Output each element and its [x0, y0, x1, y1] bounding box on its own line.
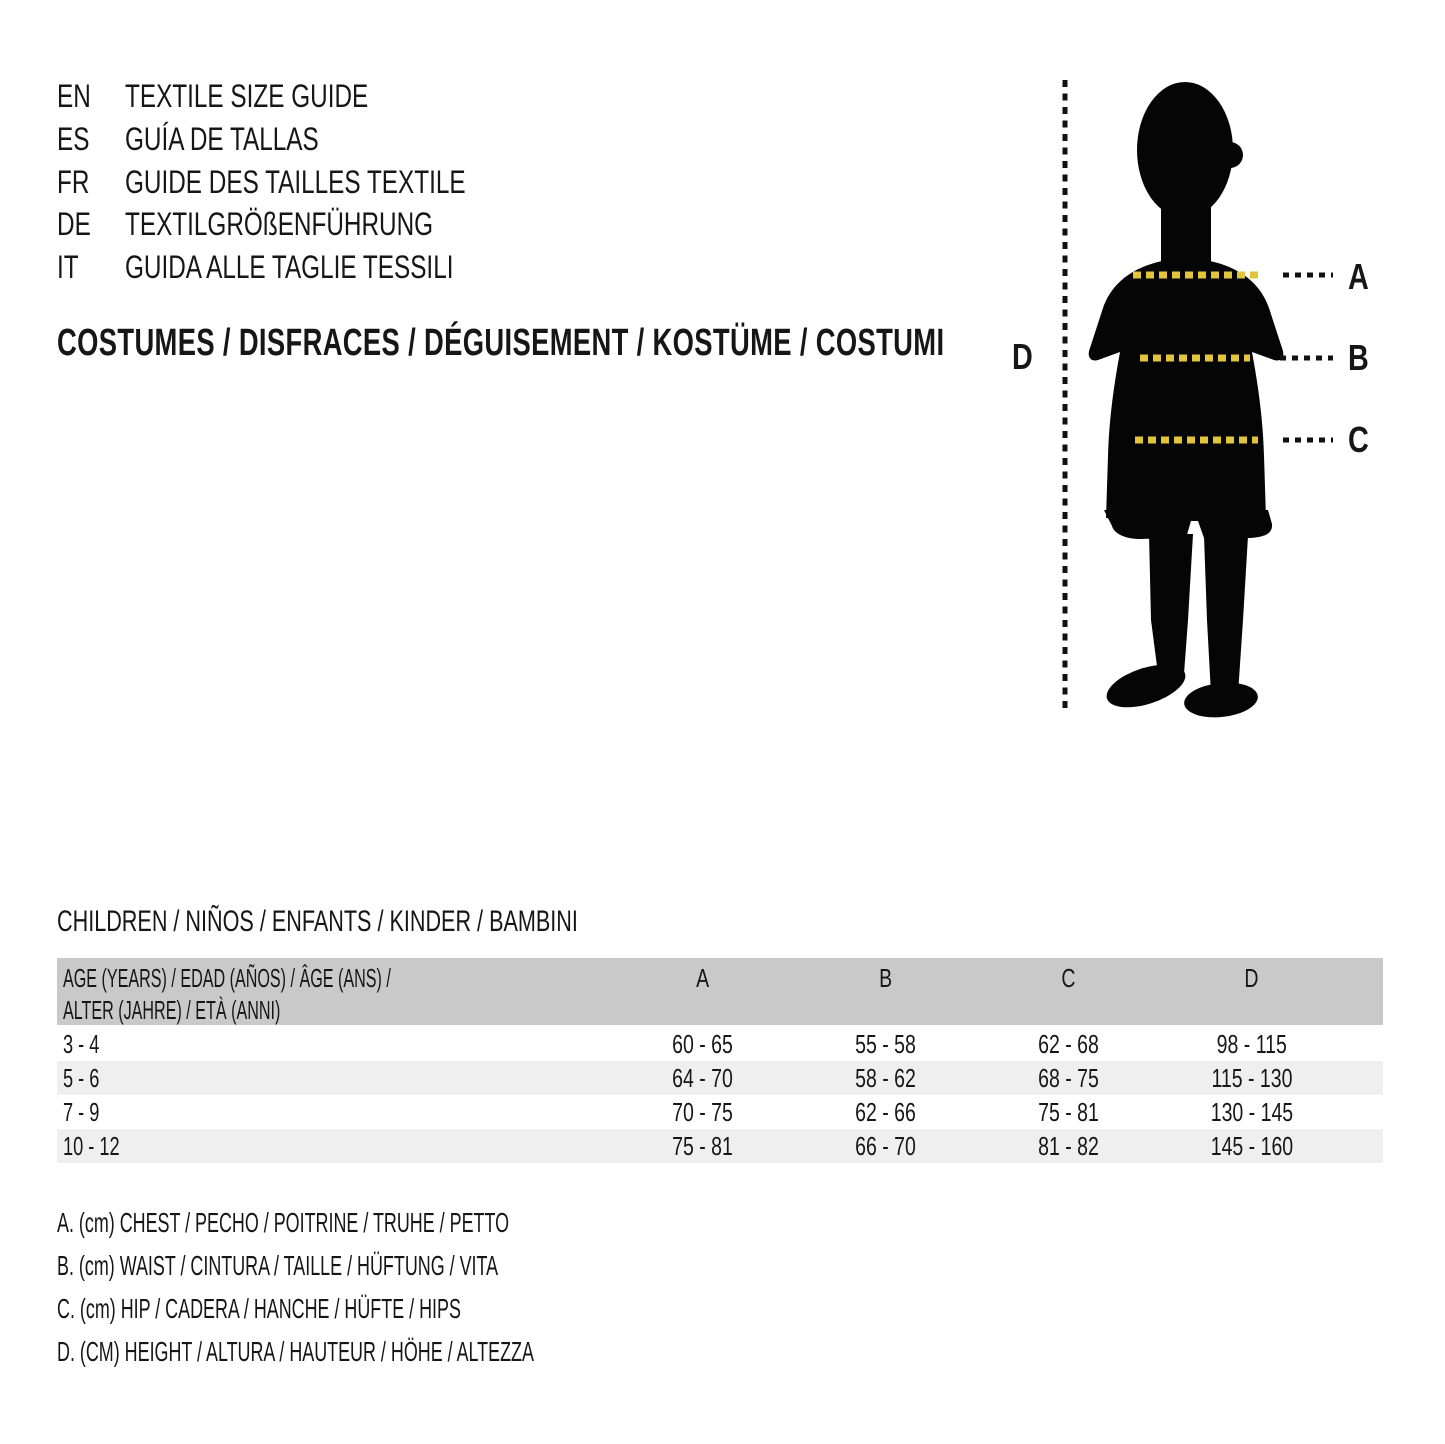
guide-title: GUÍA DE TALLAS [125, 120, 319, 157]
hip-cell: 62 - 68 [1038, 1028, 1099, 1059]
age-column-header: AGE (YEARS) / EDAD (AÑOS) / ÂGE (ANS) / ALTER (JAHRE) / ETÀ (ANNI) [63, 963, 391, 1025]
language-row [57, 207, 530, 241]
language-code: EN [57, 77, 91, 114]
age-cell: 10 - 12 [63, 1130, 120, 1161]
hip-cell: 75 - 81 [1038, 1096, 1099, 1127]
guide-title: TEXTILE SIZE GUIDE [125, 77, 369, 114]
column-header-b: B [878, 963, 893, 993]
language-code: ES [57, 120, 90, 157]
age-cell: 7 - 9 [63, 1096, 100, 1127]
measure-label-a: A [1348, 256, 1369, 297]
waist-cell: 55 - 58 [855, 1028, 916, 1059]
table-row [57, 1027, 1383, 1061]
column-header-c: C [1061, 963, 1076, 993]
legend-item: C. (cm) HIP / CADERA / HANCHE / HÜFTE / HIPS [57, 1292, 461, 1324]
height-cell: 98 - 115 [1216, 1028, 1287, 1059]
waist-cell: 66 - 70 [855, 1130, 916, 1161]
guide-title: GUIDA ALLE TAGLIE TESSILI [125, 248, 454, 285]
table-header [57, 958, 1383, 1025]
category-title: COSTUMES / DISFRACES / DÉGUISEMENT / KOSTÜME / COSTUMI [57, 322, 945, 364]
language-row [57, 165, 573, 199]
measurement-legend [57, 1201, 802, 1373]
table-row [57, 1129, 1383, 1163]
chest-cell: 64 - 70 [672, 1062, 733, 1093]
age-cell: 3 - 4 [63, 1028, 100, 1059]
column-header-a: A [695, 963, 710, 993]
measure-label-c: C [1348, 419, 1369, 460]
language-row [57, 79, 445, 113]
height-cell: 130 - 145 [1210, 1096, 1293, 1127]
chest-cell: 70 - 75 [672, 1096, 733, 1127]
chest-cell: 60 - 65 [672, 1028, 733, 1059]
table-row [57, 1095, 1383, 1129]
legend-item: D. (CM) HEIGHT / ALTURA / HAUTEUR / HÖHE / ALTEZZA [57, 1335, 534, 1367]
legend-item: A. (cm) CHEST / PECHO / POITRINE / TRUHE / PETTO [57, 1206, 510, 1238]
measurement-diagram [1000, 60, 1445, 730]
measure-label-b: B [1348, 337, 1369, 378]
size-table [57, 958, 1383, 1163]
table-body [57, 1027, 1383, 1163]
language-row [57, 122, 380, 156]
language-code: FR [57, 163, 90, 200]
child-silhouette [1089, 82, 1284, 721]
language-code: DE [57, 205, 91, 242]
waist-cell: 58 - 62 [855, 1062, 916, 1093]
chest-cell: 75 - 81 [672, 1130, 733, 1161]
guide-title: GUIDE DES TAILLES TEXTILE [125, 163, 466, 200]
legend-item: B. (cm) WAIST / CINTURA / TAILLE / HÜFTUNG / VITA [57, 1249, 499, 1281]
hip-cell: 68 - 75 [1038, 1062, 1099, 1093]
measure-label-d: D [1012, 336, 1033, 377]
waist-cell: 62 - 66 [855, 1096, 916, 1127]
height-cell: 115 - 130 [1211, 1062, 1292, 1093]
table-row [57, 1061, 1383, 1095]
language-code: IT [57, 248, 79, 285]
table-section-title: CHILDREN / NIÑOS / ENFANTS / KINDER / BAMBINI [57, 905, 578, 938]
guide-title: TEXTILGRÖßENFÜHRUNG [125, 205, 434, 242]
column-header-d: D [1244, 963, 1259, 993]
hip-cell: 81 - 82 [1038, 1130, 1099, 1161]
height-cell: 145 - 160 [1210, 1130, 1293, 1161]
language-row [57, 250, 557, 284]
age-cell: 5 - 6 [63, 1062, 100, 1093]
